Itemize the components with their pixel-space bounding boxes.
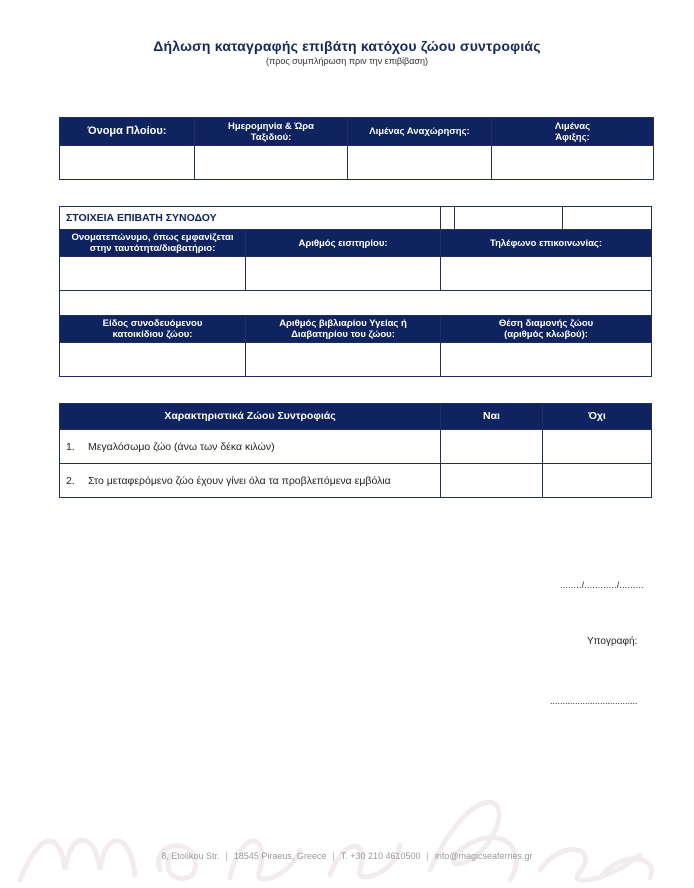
row-text: Στο μεταφερόμενο ζώο έχουν γίνει όλα τα προβλεπόμενα εμβόλια (88, 474, 391, 487)
characteristic-row (60, 430, 441, 464)
characteristic-row (60, 464, 441, 498)
characteristics-table (59, 403, 652, 498)
pet-type-field[interactable] (60, 343, 246, 377)
pet-location-header (441, 316, 652, 343)
section-spacer-cell (441, 207, 455, 230)
footer-contact: 8, Etolikou Str. | 18545 Piraeus, Greece | T. +30 210 4610500 | info@magicseaferries.gr (161, 851, 533, 861)
date-time-header-text: Ημερομηνία & Ώρα Ταξιδιού: (227, 120, 315, 143)
phone-field[interactable] (441, 257, 652, 291)
large-animal-yes-cell[interactable] (441, 430, 543, 464)
signature-label: Υπογραφή: (587, 636, 638, 647)
vaccines-yes-cell[interactable] (441, 464, 543, 498)
passenger-table (59, 206, 652, 377)
ticket-number-field[interactable] (246, 257, 441, 291)
pet-location-header-text: Θέση διαμονής ζώου (αριθμός κλωβού): (498, 318, 594, 340)
ship-name-header: Όνομα Πλοίου: (60, 118, 195, 146)
date-field[interactable]: ......../............/......... (560, 580, 644, 590)
row-number: 1. (66, 440, 75, 453)
fullname-header: Ονοματεπώνυμο, όπως εμφανίζεται στην ταυτότητα/διαβατήριο: (60, 230, 246, 257)
row-number: 2. (66, 474, 75, 487)
arrival-port-field[interactable] (492, 146, 654, 180)
health-booklet-header-text: Αριθμός βιβλιαρίου Υγείας ή Διαβατηρίου του ζώου: (279, 318, 407, 340)
departure-port-field[interactable] (348, 146, 492, 180)
arrival-port-header-text: Λιμένας Άφιξης: (554, 120, 591, 143)
section-spacer-cell (563, 207, 652, 230)
footer-address: 8, Etolikou Str. (161, 851, 220, 861)
pet-location-field[interactable] (441, 343, 652, 377)
row-text: Μεγαλόσωμο ζώο (άνω των δέκα κιλών) (88, 440, 275, 453)
yes-header: Ναι (441, 404, 543, 430)
script-watermark (0, 760, 694, 888)
pet-type-header (60, 316, 246, 343)
vaccines-no-cell[interactable] (543, 464, 652, 498)
footer-email-link[interactable]: info@magicseaferries.gr (434, 851, 533, 861)
form-title: Δήλωση καταγραφής επιβάτη κατόχου ζώου συντροφιάς (153, 38, 541, 54)
row-separator (60, 291, 652, 316)
arrival-port-header (492, 118, 654, 146)
date-time-field[interactable] (195, 146, 348, 180)
footer-city: 18545 Piraeus, Greece (233, 851, 327, 861)
trip-table (59, 117, 654, 180)
ship-name-field[interactable] (60, 146, 195, 180)
date-time-header (195, 118, 348, 146)
health-booklet-field[interactable] (246, 343, 441, 377)
section-spacer-cell (455, 207, 563, 230)
departure-port-header: Λιμένας Αναχώρησης: (348, 118, 492, 146)
passenger-section-title: ΣΤΟΙΧΕΙΑ ΕΠΙΒΑΤΗ ΣΥΝΟΔΟΥ (60, 207, 441, 230)
fullname-field[interactable] (60, 257, 246, 291)
no-header: Όχι (543, 404, 652, 430)
phone-header: Τηλέφωνο επικοινωνίας: (441, 230, 652, 257)
pet-type-header-text: Είδος συνοδευόμενου κατοικίδιου ζώου: (102, 318, 203, 340)
signature-line[interactable]: ................................... (550, 696, 638, 706)
form-subtitle: (προς συμπλήρωση πριν την επιβίβαση) (266, 56, 428, 66)
health-booklet-header (246, 316, 441, 343)
ticket-number-header: Αριθμός εισιτηρίου: (246, 230, 441, 257)
footer-phone: T. +30 210 4610500 (340, 851, 421, 861)
large-animal-no-cell[interactable] (543, 430, 652, 464)
characteristics-header: Χαρακτηριστικά Ζώου Συντροφιάς (60, 404, 441, 430)
